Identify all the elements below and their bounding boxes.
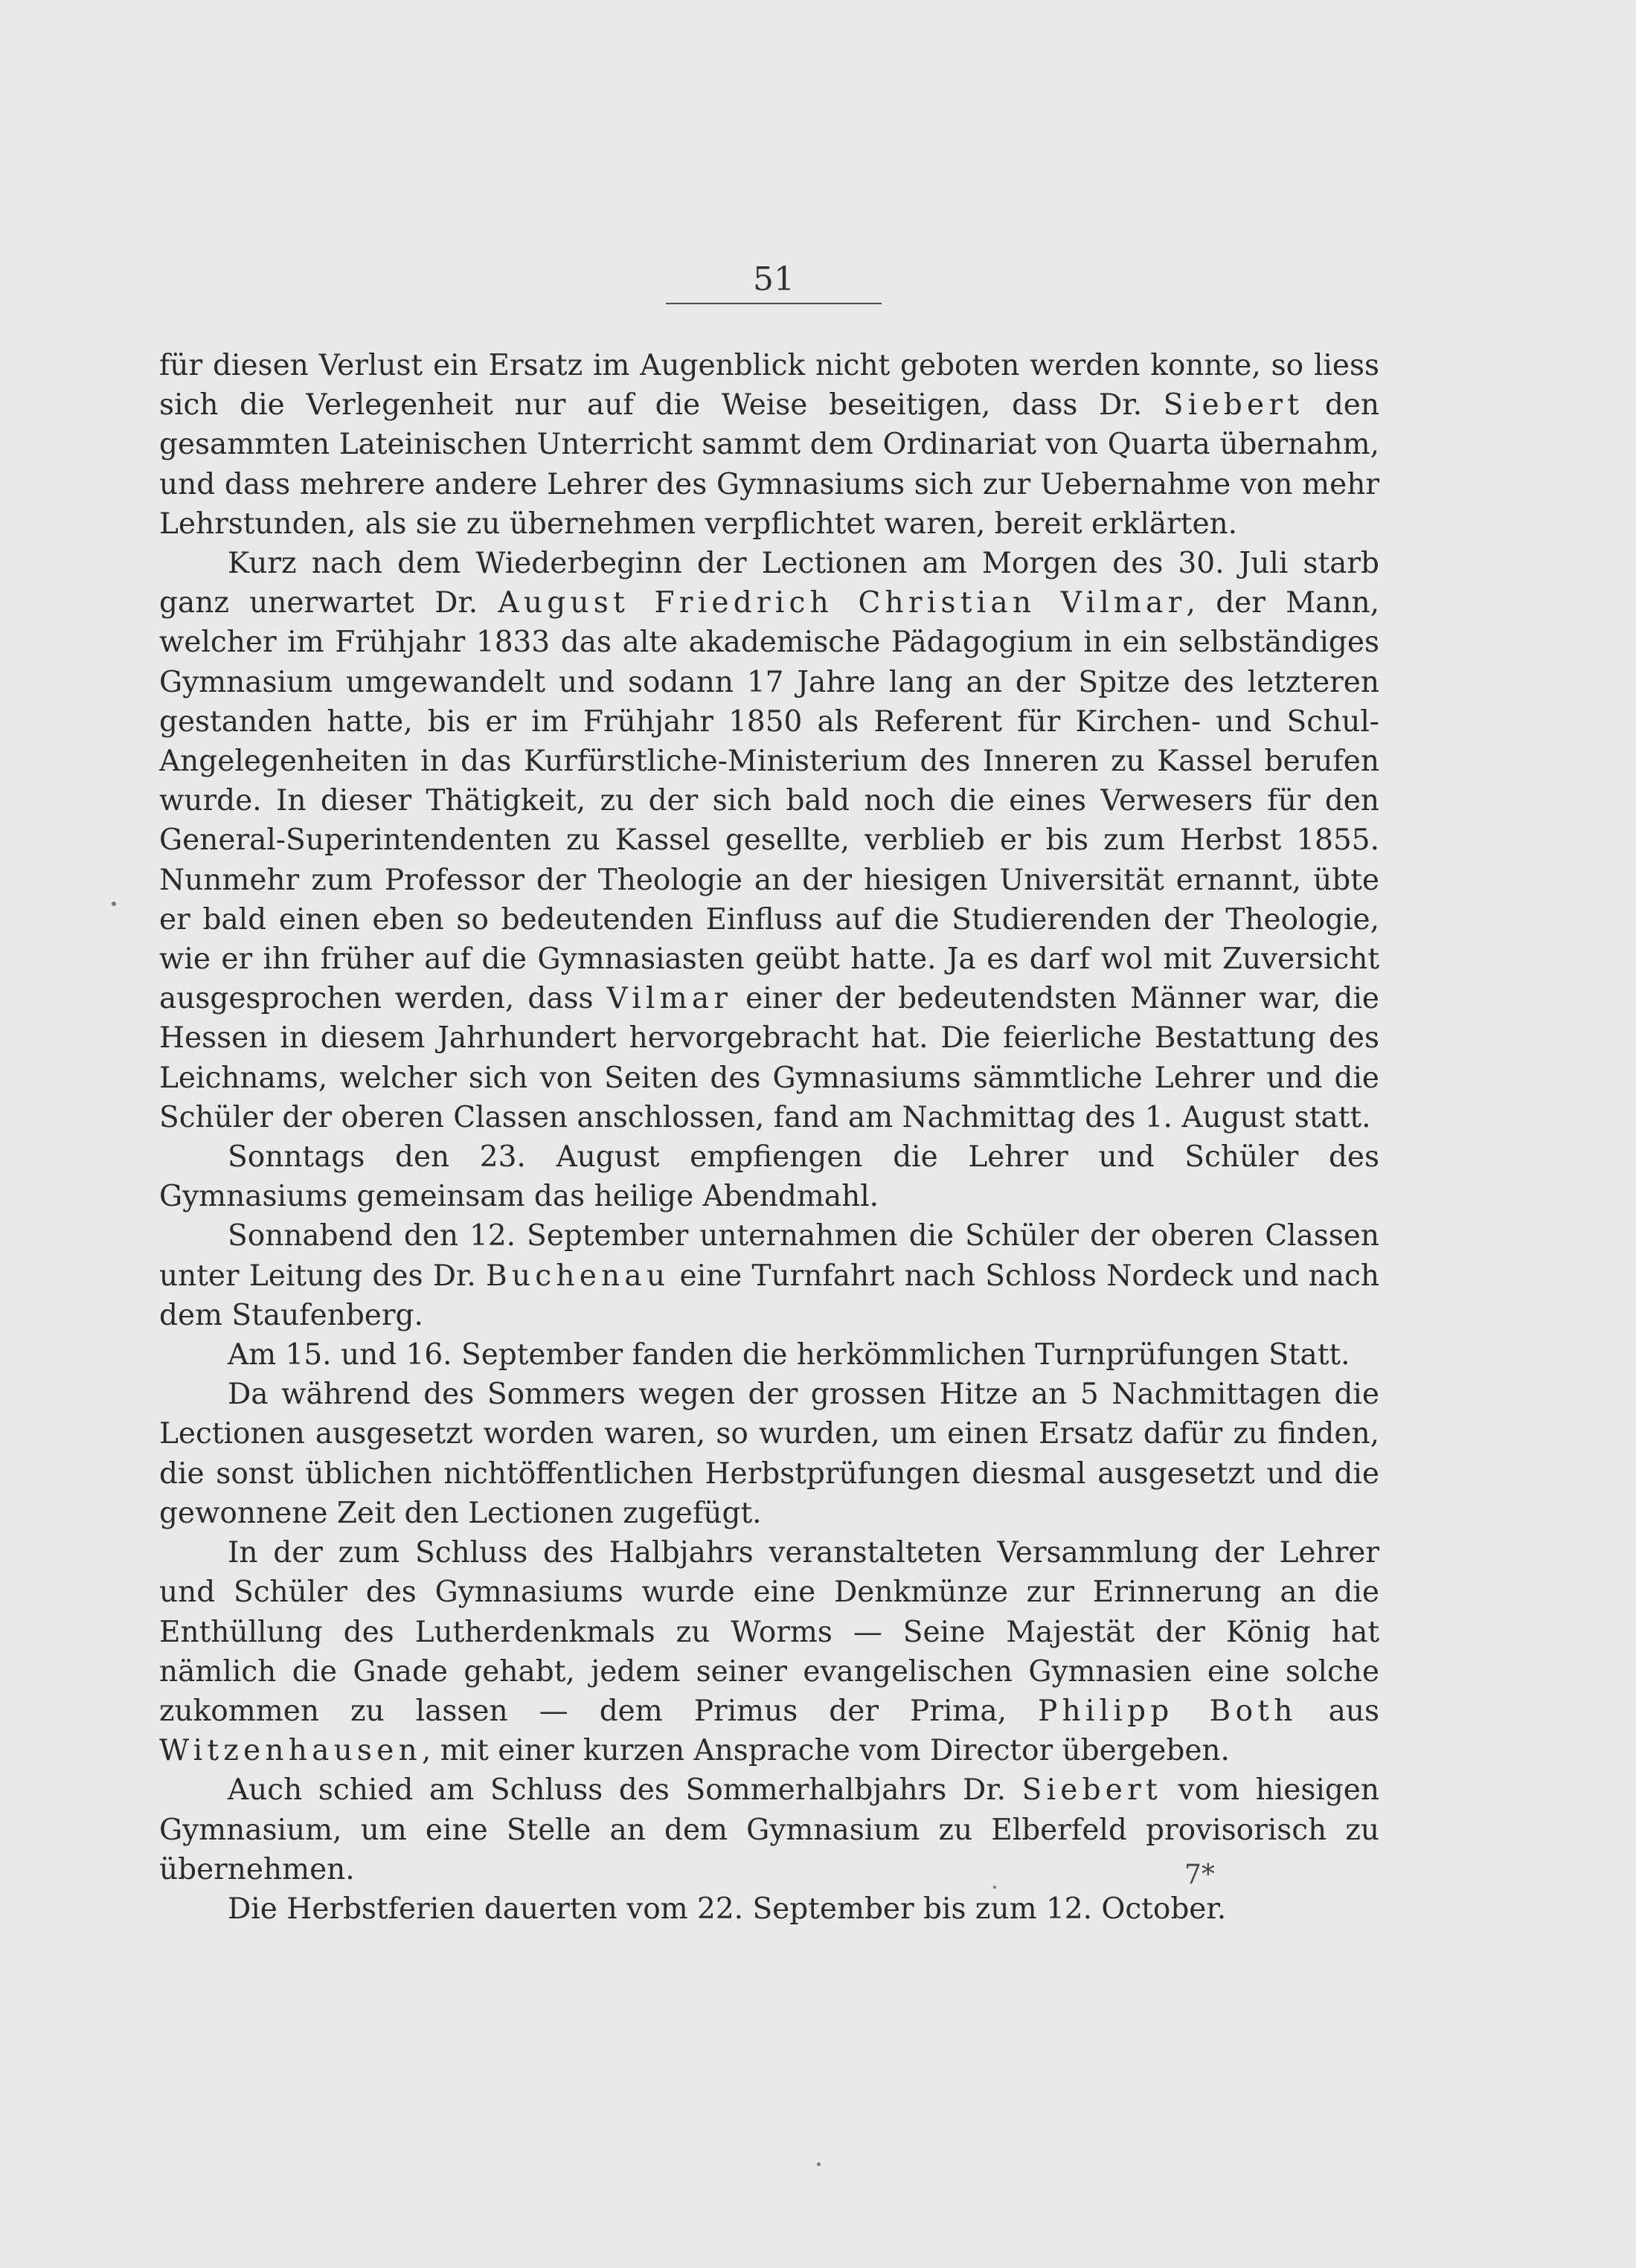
page-number: 51 — [753, 260, 795, 298]
text-run: , mit einer kurzen Ansprache vom Director übergeben. — [421, 1734, 1230, 1768]
text-run: eine Turnfahrt nach Schloss Nordeck und nach dem Staufenberg. — [159, 1259, 1379, 1332]
text-run: für diesen Verlust ein Ersatz im Augenblick nicht geboten werden konnte, so liess sich die Verlegenheit nur auf die Weise beseitigen, dass Dr. — [159, 349, 1379, 423]
scan-speck — [817, 2162, 821, 2166]
signature-mark: 7* — [1184, 1860, 1215, 1890]
text-run: Die Herbstferien dauerten vom 22. September bis zum 12. October. — [228, 1892, 1227, 1926]
header-rule — [666, 303, 882, 304]
paragraph — [159, 1375, 1379, 1533]
scan-speck — [112, 902, 116, 906]
text-run: den gesammten Lateinischen Unterricht sammt dem Ordinariat von Quarta übernahm, und dass mehrere andere Lehrer des Gymnasiums sich zur Uebernahme von mehr Lehrstunden, als sie zu übernehmen verpflichtet waren, bereit erklärten. — [159, 388, 1379, 541]
text-run: Kurz nach dem Wiederbeginn der Lectionen am Morgen des 30. Juli starb ganz unerwartet Dr. — [159, 547, 1379, 620]
paragraph — [159, 1216, 1379, 1335]
text-run: , der Mann, welcher im Frühjahr 1833 das alte akademische Pädagogium in ein selbständiges Gymnasium umgewandelt und sodann 17 Jahre lang an der Spitze des letzteren gestanden hatte, bis er im Frühjahr 1850 als Referent für Kirchen- und Schul-Angelegenheiten in das Kurfürstliche-Ministerium des Inneren zu Kassel berufen wurde. In dieser Thätigkeit, zu der sich bald noch die eines Verwesers für den General-Superintendenten zu Kassel gesellte, verblieb er bis zum Herbst 1855. Nunmehr zum Professor der Theologie an der hiesigen Universität ernannt, übte er bald einen eben so bedeutenden Einfluss auf die Studierenden der Theologie, wie er ihn früher auf die Gymnasiasten geübt hatte. Ja es darf wol mit Zuversicht ausgesprochen werden, dass — [159, 586, 1380, 1016]
paragraph — [159, 1335, 1379, 1375]
text-run: In der zum Schluss des Halbjahrs veranstalteten Versammlung der Lehrer und Schüler des Gymnasiums wurde eine Denkmünze zur Erinnerung an die Enthüllung des Lutherdenkmals zu Worms — Seine Majestät der König hat nämlich die Gnade gehabt, jedem seiner evangelischen Gymnasien eine solche zukommen zu lassen — dem Primus der Prima, — [159, 1536, 1379, 1728]
paragraph — [159, 1889, 1379, 1929]
spaced-name: Buchenau — [486, 1259, 670, 1293]
text-run: einer der bedeutendsten Männer war, die Hessen in diesem Jahrhundert hervorgebracht hat. Die feierliche Bestattung des Leichnams, welcher sich von Seiten des Gymnasiums sämmtliche Lehrer und die Schüler der oberen Classen anschlossen, fand am Nachmittag des 1. August statt. — [159, 982, 1379, 1134]
spaced-name: Siebert — [1021, 1773, 1162, 1808]
paragraph — [159, 1533, 1379, 1770]
scan-speck — [993, 1886, 996, 1889]
paragraph — [159, 346, 1379, 544]
spaced-name: Philipp Both — [1038, 1694, 1297, 1728]
spaced-name: August Friedrich Christian Vilmar — [498, 586, 1187, 620]
text-run: Sonnabend den 12. September unternahmen die Schüler der oberen Classen unter Leitung des Dr. — [159, 1219, 1379, 1293]
paragraph — [159, 544, 1379, 1137]
text-run: aus — [1297, 1694, 1379, 1728]
paragraph — [159, 1137, 1379, 1216]
text-run: Da während des Sommers wegen der grossen Hitze an 5 Nachmittagen die Lectionen ausgesetzt worden waren, so wurden, um einen Ersatz dafür zu finden, die sonst üblichen nichtöffentlichen Herbstprüfungen diesmal ausgesetzt und die gewonnene Zeit den Lectionen zugefügt. — [159, 1378, 1379, 1530]
text-run: Sonntags den 23. August empfiengen die Lehrer und Schüler des Gymnasiums gemeinsam das heilige Abendmahl. — [159, 1140, 1379, 1214]
text-run: Am 15. und 16. September fanden die herkömmlichen Turnprüfungen Statt. — [228, 1338, 1350, 1372]
spaced-name: Vilmar — [606, 982, 733, 1016]
text-run: vom hiesigen Gymnasium, um eine Stelle an dem Gymnasium zu Elberfeld provisorisch zu übernehmen. — [159, 1773, 1380, 1886]
spaced-name: Witzenhausen — [159, 1734, 422, 1768]
text-run: Auch schied am Schluss des Sommerhalbjahrs Dr. — [228, 1773, 1022, 1808]
spaced-name: Siebert — [1163, 388, 1304, 423]
body-text — [159, 346, 1379, 1929]
